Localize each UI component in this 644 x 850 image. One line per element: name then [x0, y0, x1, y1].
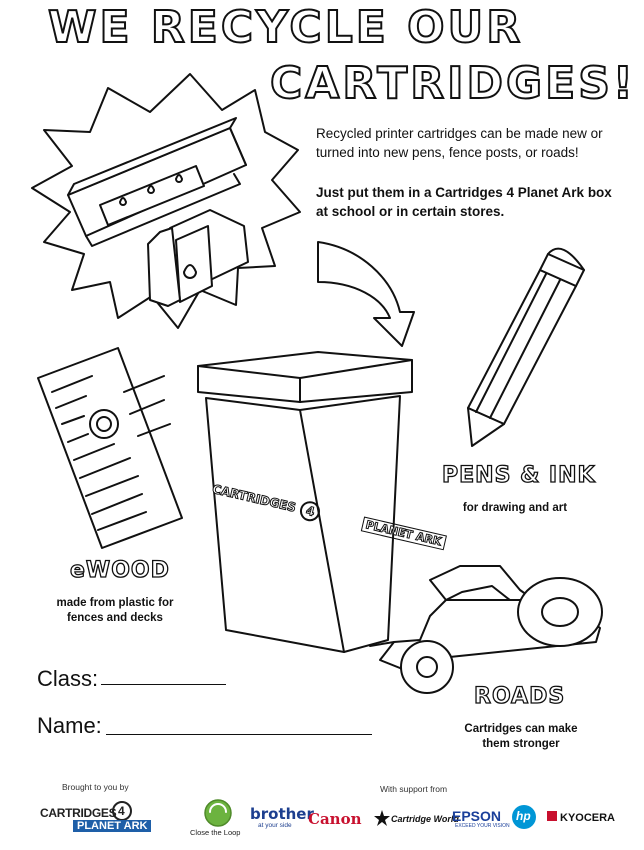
roads-caption-line-2: them stronger [482, 738, 560, 750]
page-title-line-2: CARTRIDGES! [270, 58, 636, 109]
ewood-caption-line-1: made from plastic for [56, 597, 174, 609]
class-label: Class: [37, 666, 99, 691]
roads-caption-line-1: Cartridges can make [464, 723, 578, 735]
box-logo-top: CARTRIDGES [210, 481, 298, 515]
star-icon [374, 810, 390, 826]
page-title-line-1: WE RECYCLE OUR [48, 2, 524, 53]
ewood-title: eWOOD [70, 558, 170, 583]
epson-tagline: EXCEED YOUR VISION [455, 823, 510, 829]
epson-logo: EPSON [452, 808, 502, 824]
with-support-from: With support from [380, 784, 448, 794]
canon-logo: Canon [308, 810, 362, 828]
ink-cartridge-drawing [148, 210, 248, 306]
cartridge-world-logo: Cartridge World [391, 814, 459, 824]
name-field-line[interactable] [106, 734, 372, 735]
footer-brand-number: 4 [118, 804, 125, 818]
brother-tagline: at your side [258, 822, 292, 829]
kyocera-logo: KYOCERA [560, 812, 616, 824]
footer-brand-top: CARTRIDGES [40, 806, 117, 820]
class-field-line[interactable] [101, 684, 226, 685]
instruction-text: Just put them in a Cartridges 4 Planet Ark box at school or in certain stores. [316, 185, 612, 219]
brought-to-you-by: Brought to you by [62, 782, 129, 792]
roads-title: ROADS [474, 684, 566, 709]
curved-arrow-drawing [318, 242, 414, 346]
name-label: Name: [37, 713, 102, 738]
intro-text: Recycled printer cartridges can be made new or turned into new pens, fence posts, or roads! [316, 126, 603, 160]
ewood-caption-line-2: fences and decks [67, 612, 163, 624]
road-roller-drawing [370, 566, 602, 693]
box-logo-number: 4 [298, 499, 322, 523]
roads-caption [446, 722, 596, 752]
kyocera-mark-icon [547, 811, 557, 821]
brother-logo: brother [250, 805, 314, 823]
pencil-drawing [468, 249, 584, 446]
pens-ink-title: PENS & INK [442, 463, 596, 488]
ewood-plank-drawing [38, 348, 182, 548]
hp-logo-text: hp [516, 809, 531, 823]
close-the-loop-label: Close the Loop [190, 828, 241, 837]
footer-brand-bottom: PLANET ARK [73, 820, 151, 832]
ewood-caption [40, 596, 190, 626]
pens-ink-caption: for drawing and art [462, 502, 568, 514]
box-logo-bottom: PLANET ARK [360, 516, 446, 550]
